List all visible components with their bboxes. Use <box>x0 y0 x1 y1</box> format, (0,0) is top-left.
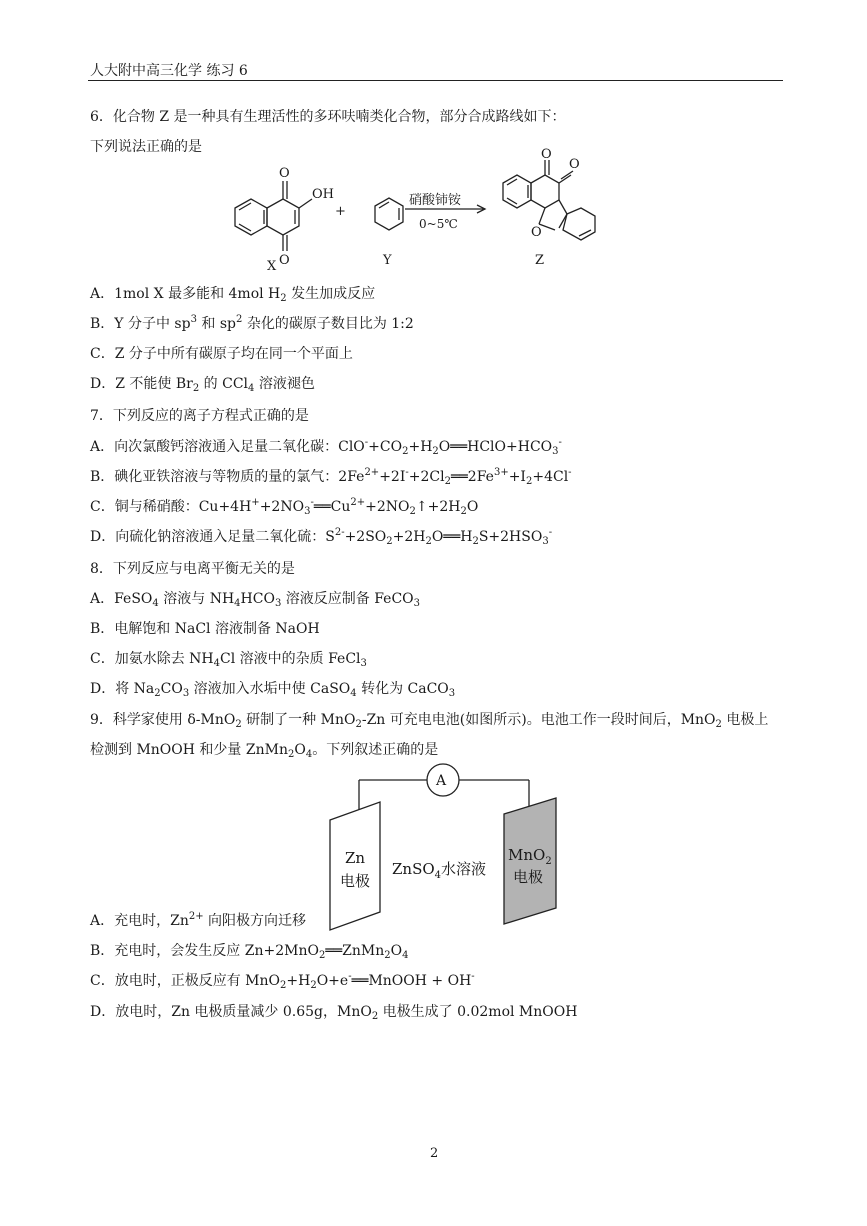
text-segment: 2 <box>235 719 242 730</box>
text-segment: -Zn 可充电电池(如图所示)。电池工作一段时间后，MnO <box>361 712 716 728</box>
text-segment: 。下列叙述正确的是 <box>312 742 439 758</box>
text-segment: 4 <box>305 749 313 760</box>
text-segment: +CO <box>368 439 403 455</box>
text-segment: 2 <box>310 980 317 991</box>
text-segment: 2- <box>334 527 345 538</box>
q7-c-text: C．铜与稀硝酸： <box>90 499 199 515</box>
q8-option-a <box>90 588 420 609</box>
text-segment: 4 <box>152 598 159 609</box>
text-segment: - <box>471 971 475 982</box>
text-segment: 2 <box>444 476 451 487</box>
text-segment: 向阳极方向迁移 <box>203 913 307 929</box>
text-segment: ══Cu <box>313 499 351 515</box>
page-header: 人大附中高三化学 练习 6 <box>90 63 248 79</box>
electrolyte-label: ZnSO$_4$水溶液 <box>392 860 487 881</box>
q7-stem: 7．下列反应的离子方程式正确的是 <box>90 408 309 424</box>
text-segment: +2H <box>392 529 426 545</box>
text-segment: +I <box>508 469 526 485</box>
z-furan-oxygen: O <box>531 225 542 240</box>
text-segment: O══HClO+HCO <box>438 439 553 455</box>
text-segment: - <box>568 467 572 478</box>
text-segment: +H <box>286 973 311 989</box>
text-segment: - <box>548 527 553 538</box>
text-segment: 3 <box>413 598 421 609</box>
text-segment: 转化为 CaCO <box>356 681 449 697</box>
text-segment: 电极上 <box>721 712 769 728</box>
text-segment: 2 <box>280 980 287 991</box>
text-segment: 2 <box>432 446 439 457</box>
text-segment: 2+ <box>188 911 204 922</box>
q7-d-equation <box>325 529 552 545</box>
z-cyclohexene-ring <box>563 208 595 240</box>
text-segment: 2 <box>280 293 287 304</box>
q8-option-b: B．电解饱和 NaCl 溶液制备 NaOH <box>90 621 320 637</box>
q6-stem: 6．化合物 Z 是一种具有生理活性的多环呋喃类化合物，部分合成路线如下： <box>90 109 566 125</box>
text-segment: 研制了一种 MnO <box>241 712 356 728</box>
q7-a-equation <box>338 439 562 455</box>
text-segment: 2 <box>715 719 722 730</box>
text-segment: O+e <box>316 973 349 989</box>
q6-reaction-scheme <box>215 148 615 274</box>
reagent-label: 硝酸铈铵 <box>409 193 462 208</box>
text-segment: +2Cl <box>408 469 445 485</box>
text-segment: 2Fe <box>338 469 365 485</box>
text-segment: 电极生成了 0.02mol MnOOH <box>378 1004 578 1020</box>
mno2-electrode-label: 电极 <box>513 868 544 886</box>
text-segment: 2 <box>460 506 467 517</box>
text-segment: - <box>558 437 562 448</box>
text-segment: 3+ <box>493 467 509 478</box>
text-segment: D．Z 不能使 Br <box>90 376 193 392</box>
x-quinone-ring <box>267 199 299 235</box>
text-segment: + <box>251 497 260 508</box>
text-segment: 溶液与 NH <box>158 591 235 607</box>
text-segment: O <box>390 943 403 959</box>
text-segment: 2 <box>525 476 533 487</box>
text-segment: 3 <box>542 536 549 547</box>
text-segment: ↑+2H <box>415 499 461 515</box>
text-segment: 3 <box>552 446 559 457</box>
text-segment: CO <box>160 681 183 697</box>
text-segment: 4 <box>248 383 255 394</box>
text-segment: 2 <box>409 506 416 517</box>
text-segment: Cl 溶液中的杂质 FeCl <box>220 651 361 667</box>
text-segment: - <box>310 497 314 508</box>
x-hydroxyl: OH <box>312 187 334 202</box>
label-y: Y <box>383 253 392 268</box>
q7-option-d <box>90 526 552 547</box>
text-segment: Cu+4H <box>198 499 252 515</box>
text-segment: 3 <box>182 688 190 699</box>
text-segment: D．将 Na <box>90 681 155 697</box>
text-segment: C．加氨水除去 NH <box>90 651 214 667</box>
zn-electrode-label: 电极 <box>340 872 371 890</box>
text-segment: O══H <box>431 529 473 545</box>
z-quinone-ring <box>531 175 559 208</box>
text-segment: D．放电时，Zn 电极质量减少 0.65g，MnO <box>90 1004 372 1020</box>
text-segment: +2NO <box>365 499 410 515</box>
q9-option-d <box>90 1001 577 1022</box>
q7-option-a <box>90 436 562 457</box>
q6-option-c: C．Z 分子中所有碳原子均在同一个平面上 <box>90 346 353 362</box>
text-segment: - <box>405 467 409 478</box>
text-segment: A．1mol X 最多能和 4mol H <box>90 286 281 302</box>
text-segment: 4 <box>402 950 409 961</box>
q7-d-text: D．向硫化钠溶液通入足量二氧化硫： <box>90 529 326 545</box>
text-segment: 3 <box>190 314 197 325</box>
text-segment: 3 <box>448 688 456 699</box>
zn-label: Zn <box>345 849 366 867</box>
q8-option-c <box>90 648 367 669</box>
text-segment: S <box>325 529 335 545</box>
z-benzene-ring <box>503 175 531 208</box>
text-segment: - <box>364 437 369 448</box>
text-segment: C．放电时，正极反应有 MnO <box>90 973 280 989</box>
q9-option-a <box>90 910 306 930</box>
text-segment: 溶液加入水垢中使 CaSO <box>189 681 351 697</box>
text-segment: 2 <box>355 719 362 730</box>
q9-battery-diagram <box>320 762 570 934</box>
x-oxygen-top: O <box>279 166 290 181</box>
text-segment: 检测到 MnOOH 和少量 ZnMn <box>90 742 288 758</box>
plus-sign: + <box>335 204 346 219</box>
q7-c-equation <box>199 499 479 515</box>
header-rule <box>88 80 783 81</box>
text-segment: ══ZnMn <box>325 943 385 959</box>
text-segment: +2SO <box>344 529 387 545</box>
q6-option-d <box>90 373 315 394</box>
text-segment: 2 <box>402 446 409 457</box>
q7-b-text: B．碘化亚铁溶液与等物质的量的氯气： <box>90 469 339 485</box>
text-segment: 2 <box>318 950 326 961</box>
mno2-label: MnO$_2$ <box>508 846 552 867</box>
text-segment: 发生加成反应 <box>286 286 376 302</box>
label-x: X <box>267 259 277 274</box>
text-segment: 2 <box>386 536 393 547</box>
q9-option-b <box>90 940 409 961</box>
text-segment: 3 <box>274 598 282 609</box>
text-segment: 4 <box>213 658 220 669</box>
text-segment: 杂化的碳原子数目比为 1:2 <box>242 316 414 332</box>
text-segment: O <box>294 742 306 758</box>
text-segment: 溶液褪色 <box>254 376 315 392</box>
q7-option-b <box>90 466 572 487</box>
text-segment: 2 <box>154 688 161 699</box>
q9-stem-line1 <box>90 709 768 730</box>
text-segment: 2 <box>371 1011 379 1022</box>
ammeter-label: A <box>436 773 447 789</box>
text-segment: 溶液反应制备 FeCO <box>281 591 414 607</box>
text-segment: 2+ <box>364 467 380 478</box>
text-segment: 2 <box>287 749 295 760</box>
text-segment: A．充电时，Zn <box>90 913 189 929</box>
text-segment: ClO <box>338 439 365 455</box>
q8-stem: 8．下列反应与电离平衡无关的是 <box>90 561 295 577</box>
text-segment: 2 <box>472 536 479 547</box>
q9-option-c <box>90 970 475 991</box>
text-segment: +H <box>408 439 433 455</box>
text-segment: 3 <box>304 506 311 517</box>
q7-option-c <box>90 496 478 517</box>
q6-option-b <box>90 313 414 333</box>
text-segment: 4 <box>234 598 241 609</box>
text-segment: A．FeSO <box>90 591 153 607</box>
text-segment: ══MnOOH + OH <box>351 973 472 989</box>
page-number: 2 <box>430 1146 439 1161</box>
text-segment: HCO <box>240 591 275 607</box>
text-segment: O <box>466 499 479 515</box>
text-segment: S+2HSO <box>478 529 543 545</box>
text-segment: B．充电时，会发生反应 Zn+2MnO <box>90 943 319 959</box>
q6-option-a <box>90 283 375 304</box>
q7-a-text: A．向次氯酸钙溶液通入足量二氧化碳： <box>90 439 339 455</box>
text-segment: 的 CCl <box>199 376 249 392</box>
x-benzene-ring <box>235 199 267 235</box>
text-segment: +4Cl <box>532 469 569 485</box>
text-segment: 2 <box>384 950 391 961</box>
text-segment: 和 sp <box>196 316 236 332</box>
text-segment: +2NO <box>259 499 305 515</box>
text-segment: 4 <box>350 688 357 699</box>
text-segment: 9．科学家使用 δ-MnO <box>90 712 236 728</box>
text-segment: 2 <box>236 314 243 325</box>
q7-b-equation <box>338 469 571 485</box>
q8-option-d <box>90 678 455 699</box>
text-segment: 2 <box>192 383 200 394</box>
z-oxygen-2: O <box>569 157 580 172</box>
text-segment: - <box>348 971 352 982</box>
text-segment: ══2Fe <box>450 469 494 485</box>
text-segment: +2I <box>379 469 406 485</box>
condition-label: 0~5℃ <box>419 217 458 231</box>
x-oxygen-bottom: O <box>279 253 290 268</box>
label-z: Z <box>535 253 545 268</box>
q6-prompt: 下列说法正确的是 <box>90 139 202 155</box>
text-segment: 2+ <box>350 497 366 508</box>
text-segment: 2 <box>425 536 432 547</box>
z-oxygen-1: O <box>541 148 552 162</box>
text-segment: B．Y 分子中 sp <box>90 316 191 332</box>
q9-stem-line2 <box>90 739 438 760</box>
text-segment: 3 <box>360 658 367 669</box>
